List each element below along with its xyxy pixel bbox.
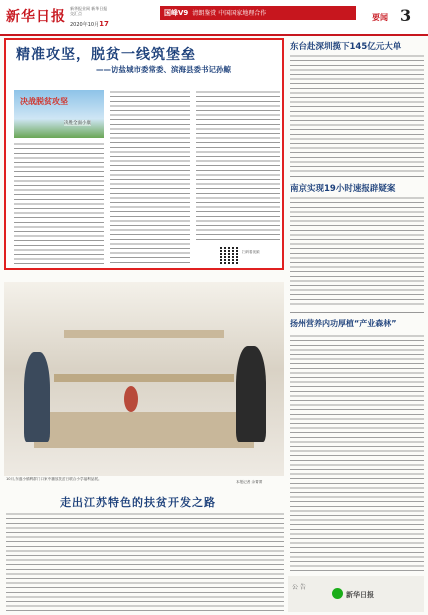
photo-person <box>24 352 50 442</box>
lead-article[interactable] <box>4 38 284 270</box>
campaign-banner-image <box>14 90 104 138</box>
wechat-icon <box>332 588 343 599</box>
photo-doll <box>124 386 138 412</box>
date-prefix: 2020年10月 <box>70 22 100 28</box>
photo-shelf <box>64 330 224 338</box>
right-headline-2[interactable]: 南京实现19小时速报辟疑案 <box>290 184 396 194</box>
issue-date <box>70 20 109 28</box>
bottom-body <box>6 512 284 612</box>
right-body-3 <box>290 334 424 572</box>
date-day: 17 <box>99 20 109 28</box>
masthead-meta: 新华报业网 新华日报 交汇点 <box>70 6 108 16</box>
bottom-headline[interactable]: 走出江苏特色的扶贫开发之路 <box>60 496 216 509</box>
photo-person <box>236 346 266 442</box>
lead-subhead: ——访盐城市委常委、滨海县委书记孙鲸 <box>96 65 231 74</box>
divider <box>290 176 424 177</box>
photo-shelf <box>54 374 234 382</box>
newspaper-logo: 新华日报 <box>6 9 66 25</box>
photo-caption: 10月,东盛小镇利群门口家中播放扶贫日联合小学福利品展。 <box>6 477 102 481</box>
right-body-2 <box>290 196 424 308</box>
watermark: 新华日报 <box>346 591 374 599</box>
header-advert[interactable] <box>160 6 356 20</box>
section-name: 要闻 <box>372 13 388 22</box>
masthead <box>0 0 428 36</box>
right-body-1 <box>290 54 424 174</box>
right-headline-3[interactable]: 扬州营养内功厚植“产业森林” <box>290 319 397 328</box>
lead-body-col-2 <box>110 90 190 266</box>
lead-headline: 精准攻坚，脱贫一线筑堡垒 <box>16 47 196 63</box>
notice-label: 公 告 <box>292 584 306 591</box>
photo-counter <box>34 412 254 448</box>
ad-brand: 国峰V9 <box>164 9 189 17</box>
qr-caption: 扫码看视频 <box>242 250 260 254</box>
page-number: 3 <box>400 6 412 25</box>
qr-code-overlay <box>220 246 238 264</box>
lead-body-col-1 <box>14 142 104 266</box>
lead-body-col-3 <box>196 90 280 240</box>
banner-title: 决战脱贫攻坚 <box>20 97 68 106</box>
photo-credit: 本报记者 余菁菁 <box>236 480 263 484</box>
right-headline-1[interactable]: 东台赴深圳揽下145亿元大单 <box>290 42 402 52</box>
ad-text: 清朗鉴赏 中国国家地理合作 <box>192 10 267 17</box>
banner-subtitle: 决胜全面小康 <box>64 121 91 126</box>
divider <box>290 312 424 313</box>
news-photo[interactable] <box>4 282 284 476</box>
